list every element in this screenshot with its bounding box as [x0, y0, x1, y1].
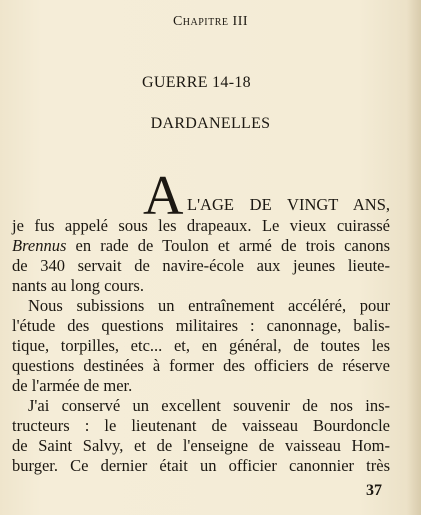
- text-line: Nous subissions un entraînement accéléré, pour: [28, 296, 390, 315]
- text-line: questions destinées à former des officiers de réserve: [12, 356, 390, 375]
- text-line: je fus appelé sous les drapeaux. Le vieux cuirassé: [12, 216, 390, 235]
- page-edge-shadow: [407, 0, 421, 515]
- text-line: de l'armée de mer.: [12, 376, 133, 395]
- text-line: tique, torpilles, etc... et, en général, de toutes les: [12, 336, 390, 355]
- ship-name: Brennus: [12, 236, 67, 255]
- text-line: de Saint Salvy, et de l'enseigne de vaisseau Hom-: [12, 436, 390, 455]
- text-line: l'étude des questions militaires : canonnage, balis-: [12, 316, 390, 335]
- heading-place: DARDANELLES: [150, 115, 271, 132]
- drop-cap: A: [143, 165, 184, 227]
- text-line: burger. Ce dernier était un officier canonnier très: [12, 456, 390, 475]
- text-line: de 340 servait de navire-école aux jeunes lieute-: [12, 256, 390, 275]
- page-number: 37: [366, 482, 382, 499]
- chapter-heading: Chapitre III: [172, 14, 249, 29]
- text-line: nants au long cours.: [12, 276, 144, 295]
- text-line: L'AGE DE VINGT ANS,: [187, 195, 390, 214]
- text-line: Brennus en rade de Toulon et armé de trois canons: [12, 236, 390, 255]
- text-line: tructeurs : le lieutenant de vaisseau Bourdoncle: [12, 416, 390, 435]
- heading-war: GUERRE 14-18: [142, 74, 251, 91]
- text-line: J'ai conservé un excellent souvenir de nos ins-: [28, 396, 390, 415]
